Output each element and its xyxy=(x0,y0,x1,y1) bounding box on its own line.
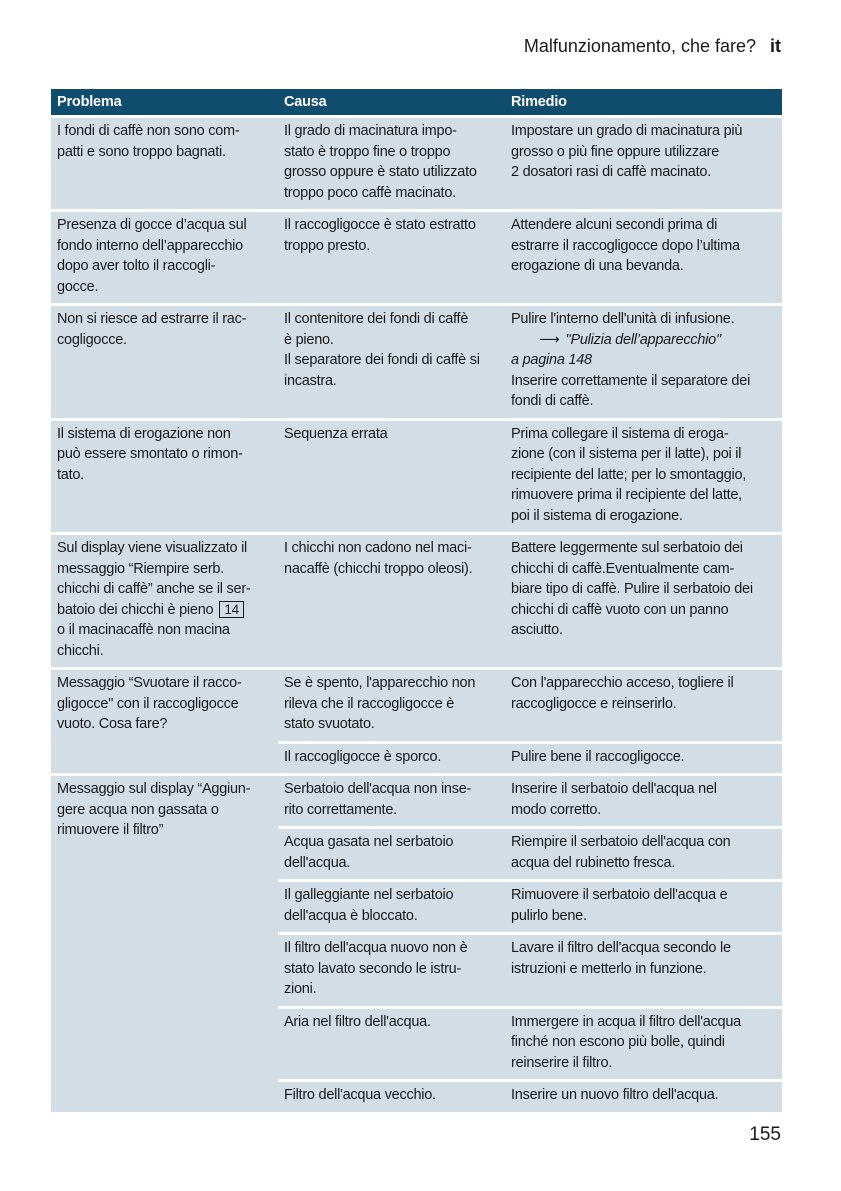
header-cause: Causa xyxy=(278,89,505,115)
cause-cell: Sequenza errata xyxy=(278,418,505,533)
table-row xyxy=(51,773,782,826)
page-number: 155 xyxy=(749,1124,781,1145)
remedy-cell: Inserire un nuovo filtro dell'acqua. xyxy=(505,1079,782,1112)
table-header-row xyxy=(51,89,782,115)
cause-cell: Acqua gasata nel serbatoio dell'acqua. xyxy=(278,826,505,879)
cross-reference-link[interactable]: "Pulizia dell’apparecchio" xyxy=(565,331,721,348)
page-header xyxy=(524,36,781,57)
problem-cell: Messaggio sul display “Aggiun- gere acqua non gassata o rimuovere il filtro” xyxy=(51,773,278,1112)
cause-cell: Aria nel filtro dell'acqua. xyxy=(278,1006,505,1080)
cause-cell: Serbatoio dell'acqua non inse- rito correttamente. xyxy=(278,773,505,826)
header-remedy: Rimedio xyxy=(505,89,782,115)
figure-key-label: 14 xyxy=(219,601,244,618)
cause-cell: Se è spento, l'apparecchio non rileva che il raccogligocce è stato svuotato. xyxy=(278,667,505,741)
problem-cell: Messaggio “Svuotare il racco- gligocce" con il raccogligocce vuoto. Cosa fare? xyxy=(51,667,278,773)
remedy-cell: Attendere alcuni secondi prima di estrarre il raccogligocce dopo l’ultima erogazione di una bevanda. xyxy=(505,209,782,303)
cause-cell: Il filtro dell'acqua nuovo non è stato lavato secondo le istru- zioni. xyxy=(278,932,505,1006)
section-title: Malfunzionamento, che fare? xyxy=(523,36,756,56)
cross-reference-arrow-icon: ⟶ xyxy=(539,331,560,348)
remedy-cell: Prima collegare il sistema di eroga- zione (con il sistema per il latte), poi il recipiente del latte; per lo smontaggio, rimuovere prima il recipiente del latte, poi il sistema di erogazione. xyxy=(505,418,782,533)
header-problem: Problema xyxy=(51,89,278,115)
cause-cell: Il contenitore dei fondi di caffè è pieno. Il separatore dei fondi di caffè si incastra. xyxy=(278,303,505,418)
remedy-cell: Riempire il serbatoio dell'acqua con acqua del rubinetto fresca. xyxy=(505,826,782,879)
problem-cell: Sul display viene visualizzato il messaggio “Riempire serb. chicchi di caffè” anche se il ser- batoio dei chicchi è pieno 14 o il macinacaffè non macina chicchi. xyxy=(51,532,278,667)
table-row xyxy=(51,209,782,303)
remedy-cell: Pulire l'interno dell'unità di infusione. ⟶ "Pulizia dell’apparecchio" a pagina 148 Inserire correttamente il separatore dei fondi di caffè. xyxy=(505,303,782,418)
remedy-cell: Immergere in acqua il filtro dell'acqua finché non escono più bolle, quindi reinserire il filtro. xyxy=(505,1006,782,1080)
problem-cell: Non si riesce ad estrarre il rac- cogligocce. xyxy=(51,303,278,418)
remedy-cell: Con l'apparecchio acceso, togliere il raccogligocce e reinserirlo. xyxy=(505,667,782,741)
problem-cell: Presenza di gocce d’acqua sul fondo interno dell’apparecchio dopo aver tolto il raccogli- gocce. xyxy=(51,209,278,303)
troubleshooting-table xyxy=(51,89,782,1112)
cause-cell: Il raccogligocce è stato estratto troppo presto. xyxy=(278,209,505,303)
table-row xyxy=(51,418,782,533)
cause-cell: I chicchi non cadono nel maci- nacaffè (chicchi troppo oleosi). xyxy=(278,532,505,667)
remedy-cell: Rimuovere il serbatoio dell'acqua e pulirlo bene. xyxy=(505,879,782,932)
problem-cell: I fondi di caffè non sono com- patti e sono troppo bagnati. xyxy=(51,115,278,209)
table-row xyxy=(51,303,782,418)
remedy-cell: Pulire bene il raccogligocce. xyxy=(505,741,782,774)
cause-cell: Il grado di macinatura impo- stato è troppo fine o troppo grosso oppure è stato utilizzato troppo poco caffè macinato. xyxy=(278,115,505,209)
language-code: it xyxy=(770,36,781,56)
remedy-cell: Lavare il filtro dell'acqua secondo le istruzioni e metterlo in funzione. xyxy=(505,932,782,1006)
cause-cell: Il galleggiante nel serbatoio dell'acqua è bloccato. xyxy=(278,879,505,932)
table-row xyxy=(51,667,782,741)
remedy-cell: Impostare un grado di macinatura più grosso o più fine oppure utilizzare 2 dosatori rasi di caffè macinato. xyxy=(505,115,782,209)
cross-reference-page[interactable]: a pagina 148 xyxy=(511,352,592,368)
remedy-cell: Inserire il serbatoio dell'acqua nel modo corretto. xyxy=(505,773,782,826)
table-row xyxy=(51,532,782,667)
cause-cell: Il raccogligocce è sporco. xyxy=(278,741,505,774)
cause-cell: Filtro dell'acqua vecchio. xyxy=(278,1079,505,1112)
remedy-cell: Battere leggermente sul serbatoio dei chicchi di caffè.Eventualmente cam- biare tipo di caffè. Pulire il serbatoio dei chicchi di caffè vuoto con un panno asciutto. xyxy=(505,532,782,667)
table-row xyxy=(51,115,782,209)
problem-cell: Il sistema di erogazione non può essere smontato o rimon- tato. xyxy=(51,418,278,533)
